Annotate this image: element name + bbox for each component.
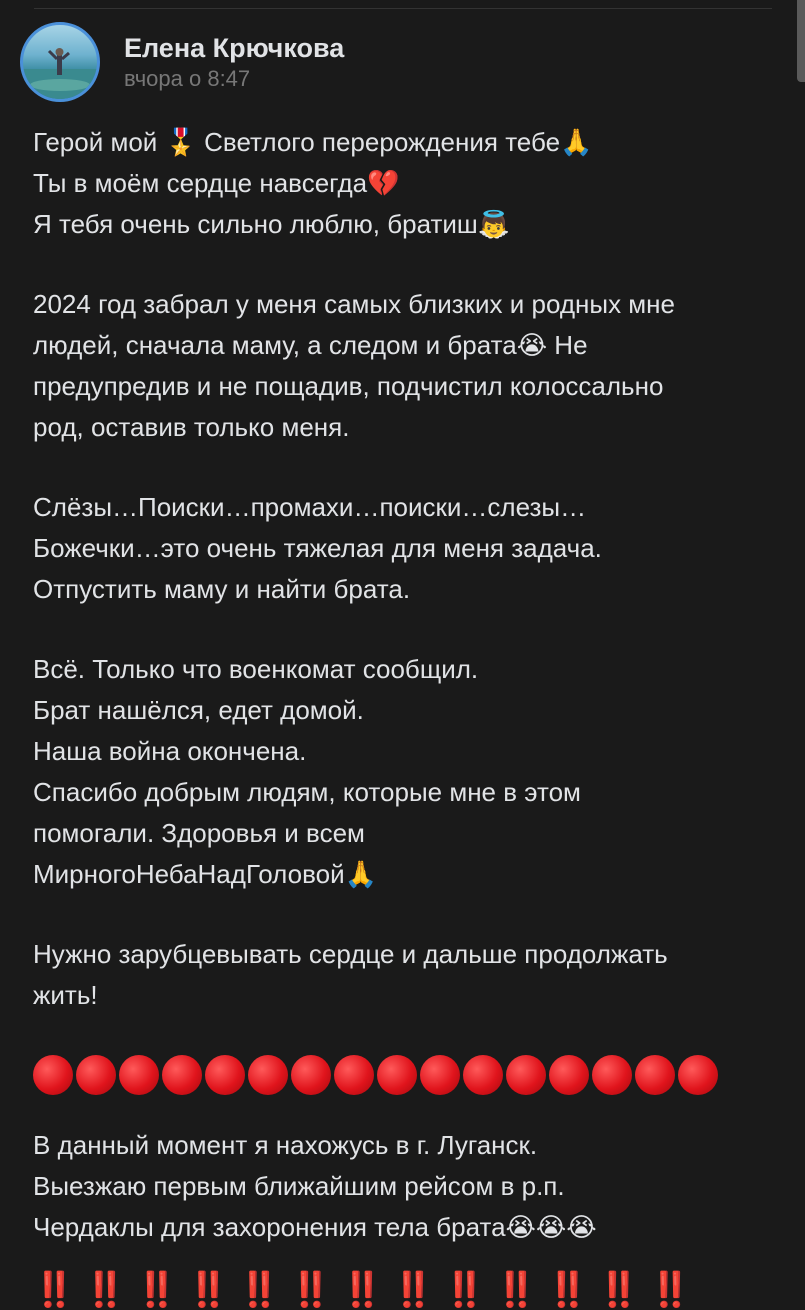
exclamation-row [33,1270,773,1310]
post-paragraphs [33,122,773,1016]
avatar[interactable] [20,22,100,102]
top-divider [34,8,772,9]
post-paragraph [33,284,773,448]
double-exclamation-icon: ‼️ [341,1271,381,1309]
double-exclamation-icon: ‼️ [597,1271,638,1309]
text-line: Всё. Только что военкомат сообщил. [33,654,479,684]
red-circle-icon [334,1055,374,1095]
red-circle-icon [463,1055,503,1095]
post-paragraph [33,934,773,1016]
red-circle-icon [549,1055,589,1095]
text-line: Наша война окончена. [33,736,307,766]
double-exclamation-icon: ‼️ [546,1271,586,1309]
text-line: предупредив и не пощадив, подчистил колоссально [33,371,664,401]
double-exclamation-icon: ‼️ [187,1271,227,1309]
scrollbar[interactable] [797,0,805,82]
red-circle-icon [377,1055,417,1095]
double-exclamation-icon: ‼️ [392,1271,432,1309]
double-exclamation-icon: ‼️ [289,1271,330,1309]
post-header [20,22,344,102]
author-name[interactable]: Елена Крючкова [124,33,345,63]
post-paragraph [33,487,773,610]
red-circle-row [33,1055,773,1095]
text-line: Выезжаю первым ближайшим рейсом в р.п. [33,1171,565,1201]
text-line: людей, сначала маму, а следом и брата😭 Не [33,330,588,360]
double-exclamation-icon: ‼️ [443,1271,484,1309]
red-circle-icon [592,1055,632,1095]
double-exclamation-icon: ‼️ [84,1271,124,1309]
text-line: Спасибо добрым людям, которые мне в этом [33,777,581,807]
text-line: род, оставив только меня. [33,412,350,442]
red-circle-icon [678,1055,718,1095]
double-exclamation-icon: ‼️ [238,1271,278,1309]
red-circle-icon [506,1055,546,1095]
red-circle-icon [33,1055,73,1095]
text-line: Ты в моём сердце навсегда💔 [33,168,400,198]
text-line: МирногоНебаНадГоловой🙏 [33,859,377,889]
text-line: Нужно зарубцевывать сердце и дальше продолжать [33,939,668,969]
avatar-photo [23,25,97,99]
text-line: Я тебя очень сильно люблю, братиш👼 [33,209,511,239]
text-line: помогали. Здоровья и всем [33,818,365,848]
text-line: 2024 год забрал у меня самых близких и родных мне [33,289,676,319]
double-exclamation-icon: ‼️ [495,1271,535,1309]
red-circle-icon [119,1055,159,1095]
post-paragraph [33,649,773,895]
text-line: Чердаклы для захоронения тела брата😭😭😭 [33,1212,597,1242]
red-circle-icon [162,1055,202,1095]
post-time[interactable]: вчора о 8:47 [124,66,251,91]
red-circle-icon [205,1055,245,1095]
text-line: Слёзы…Поиски…промахи…поиски…слезы… [33,492,587,522]
red-circle-icon [248,1055,288,1095]
text-line: жить! [33,980,98,1010]
double-exclamation-icon: ‼️ [33,1271,73,1309]
double-exclamation-icon: ‼️ [649,1271,689,1309]
text-line: Отпустить маму и найти брата. [33,574,411,604]
text-line: В данный момент я нахожусь в г. Луганск. [33,1130,538,1160]
text-line: Герой мой 🎖️ Светлого перерождения тебе🙏 [33,127,593,157]
red-circle-icon [76,1055,116,1095]
red-circle-icon [420,1055,460,1095]
red-circle-icon [635,1055,675,1095]
post-paragraph [33,1125,773,1248]
text-line: Божечки…это очень тяжелая для меня задача. [33,533,602,563]
red-circle-icon [291,1055,331,1095]
text-line: Брат нашёлся, едет домой. [33,695,364,725]
double-exclamation-icon: ‼️ [135,1271,176,1309]
post-text [33,122,773,1310]
post-paragraphs-2 [33,1125,773,1248]
post-paragraph [33,122,773,245]
